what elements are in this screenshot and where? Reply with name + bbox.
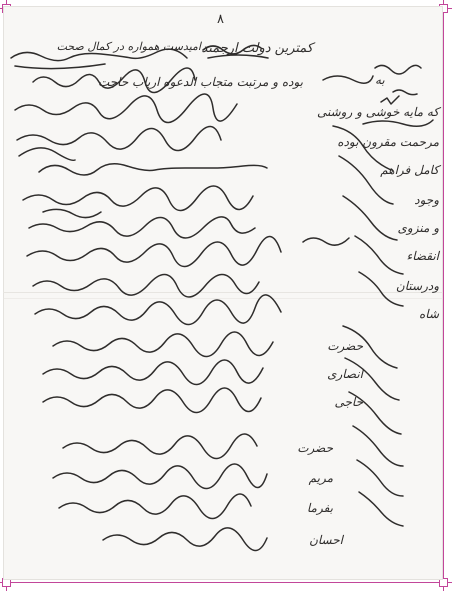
handwriting-line <box>43 360 263 385</box>
letter-page <box>3 6 443 580</box>
body-line-4: کامل فراهم <box>380 163 439 177</box>
frame-right-line <box>443 0 444 591</box>
handwriting-line <box>39 164 267 175</box>
margin-note: به <box>375 73 385 87</box>
handwriting-line <box>29 217 349 245</box>
handwriting-line <box>53 464 267 489</box>
body-line-9: شاه <box>419 307 439 321</box>
handwriting-line <box>17 126 221 160</box>
frame-bottom-line <box>0 582 452 583</box>
handwriting-line <box>63 434 257 459</box>
handwriting-line <box>35 295 281 325</box>
margin-diagonal-line <box>343 326 403 526</box>
handwriting-line <box>33 274 259 297</box>
body-line-10: حضرت <box>327 339 363 353</box>
heading-note: امیدست همواره در کمال صحت <box>56 40 201 53</box>
handwriting-line <box>23 186 253 218</box>
body-line-12: حاجی <box>334 395 363 409</box>
body-line-3: مرحمت مقرون بوده <box>337 135 439 149</box>
body-line-13: حضرت <box>297 441 333 455</box>
body-line-16: احسان <box>309 533 343 547</box>
body-line-15: بفرما <box>306 501 333 515</box>
handwriting-line <box>53 332 273 357</box>
body-line-2: که مایه خوشی و روشنی <box>317 105 439 119</box>
body-line-1: بوده و مرتبت متجاب الدعوه ارباب حاجت <box>97 75 303 89</box>
body-line-8: ودرستان <box>395 279 439 293</box>
body-line-14: مریم <box>308 471 333 485</box>
page-number: ٨ <box>217 12 224 27</box>
handwriting-line <box>27 236 281 266</box>
body-line-6: و منزوی <box>397 221 439 235</box>
body-line-11: انصاری <box>327 367 363 381</box>
margin-diagonal-line <box>333 126 403 306</box>
handwriting-line <box>59 494 251 519</box>
handwriting-line <box>103 528 267 551</box>
handwriting-line <box>43 388 261 413</box>
letter-heading: کمترین دولت ارجمند <box>201 41 313 56</box>
handwriting-layer <box>3 6 443 580</box>
body-line-7: انقضاء <box>406 249 439 263</box>
body-line-5: وجود <box>414 193 439 207</box>
